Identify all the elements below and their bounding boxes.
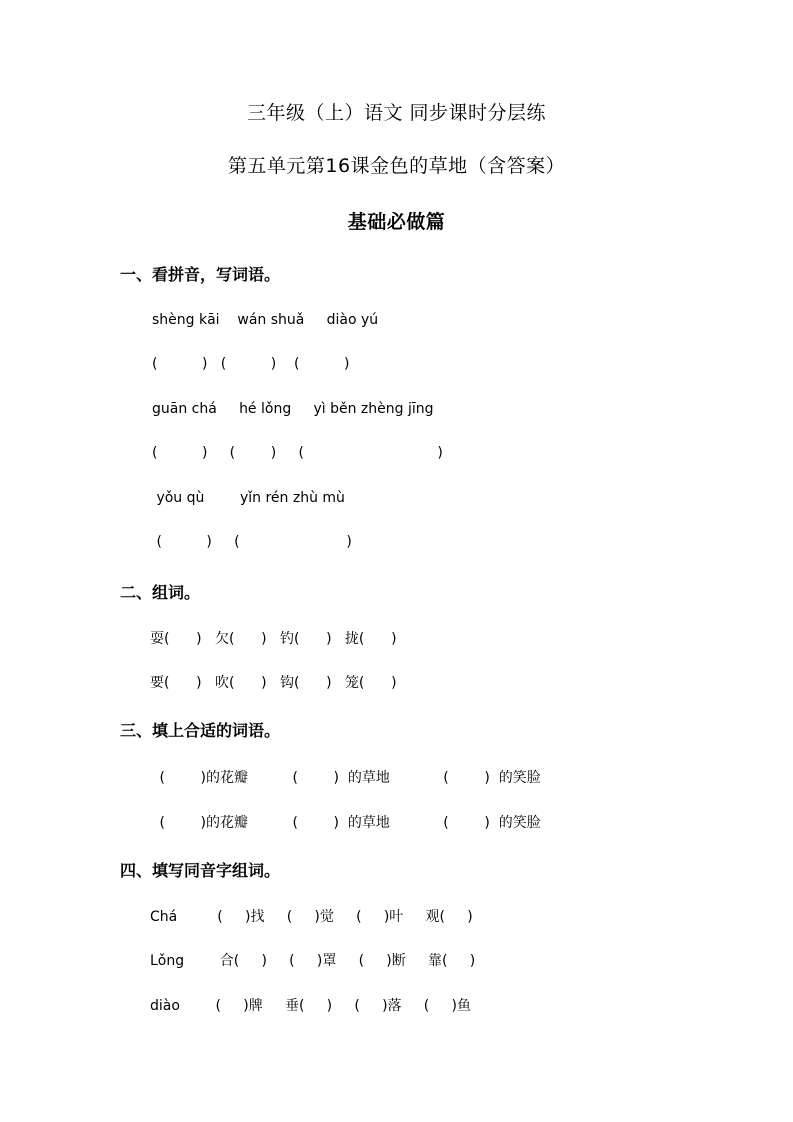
homophone-row-diao: diào ( )牌 垂( ) ( )落 ( )鱼 <box>150 998 471 1014</box>
fill-word-row-2: ( )的花瓣 ( ) 的草地 ( ) 的笑脸 <box>155 815 541 831</box>
level-heading: 基础必做篇 <box>347 211 446 233</box>
pinyin-row-3: yǒu qù yǐn rén zhù mù <box>152 490 345 506</box>
section-2-heading: 二、组词。 <box>120 583 201 602</box>
answer-blanks-row-2: ( ) ( ) ( ) <box>152 445 443 461</box>
section-4-heading: 四、填写同音字组词。 <box>120 861 281 880</box>
section-1-heading: 一、看拼音，写词语。 <box>120 265 281 284</box>
homophone-row-long: Lǒng 合( ) ( )罩 ( )断 靠( ) <box>150 953 476 969</box>
lesson-subtitle: 第五单元第16课金色的草地（含答案） <box>227 155 566 177</box>
page-title: 三年级（上）语文 同步课时分层练 <box>246 102 547 124</box>
answer-blanks-row-3: ( ) ( ) <box>152 534 352 550</box>
word-group-row-1: 耍( ) 欠( ) 钓( ) 拢( ) <box>150 631 397 647</box>
section-3-heading: 三、填上合适的词语。 <box>120 721 281 740</box>
answer-blanks-row-1: ( ) ( ) ( ) <box>152 356 350 372</box>
word-group-row-2: 要( ) 吹( ) 钩( ) 笼( ) <box>150 675 397 691</box>
homophone-row-cha: Chá ( )找 ( )觉 ( )叶 观( ) <box>150 909 473 925</box>
fill-word-row-1: ( )的花瓣 ( ) 的草地 ( ) 的笑脸 <box>155 770 541 786</box>
pinyin-row-2: guān chá hé lǒng yì běn zhèng jīng <box>152 401 434 417</box>
pinyin-row-1: shèng kāi wán shuǎ diào yú <box>152 312 379 328</box>
